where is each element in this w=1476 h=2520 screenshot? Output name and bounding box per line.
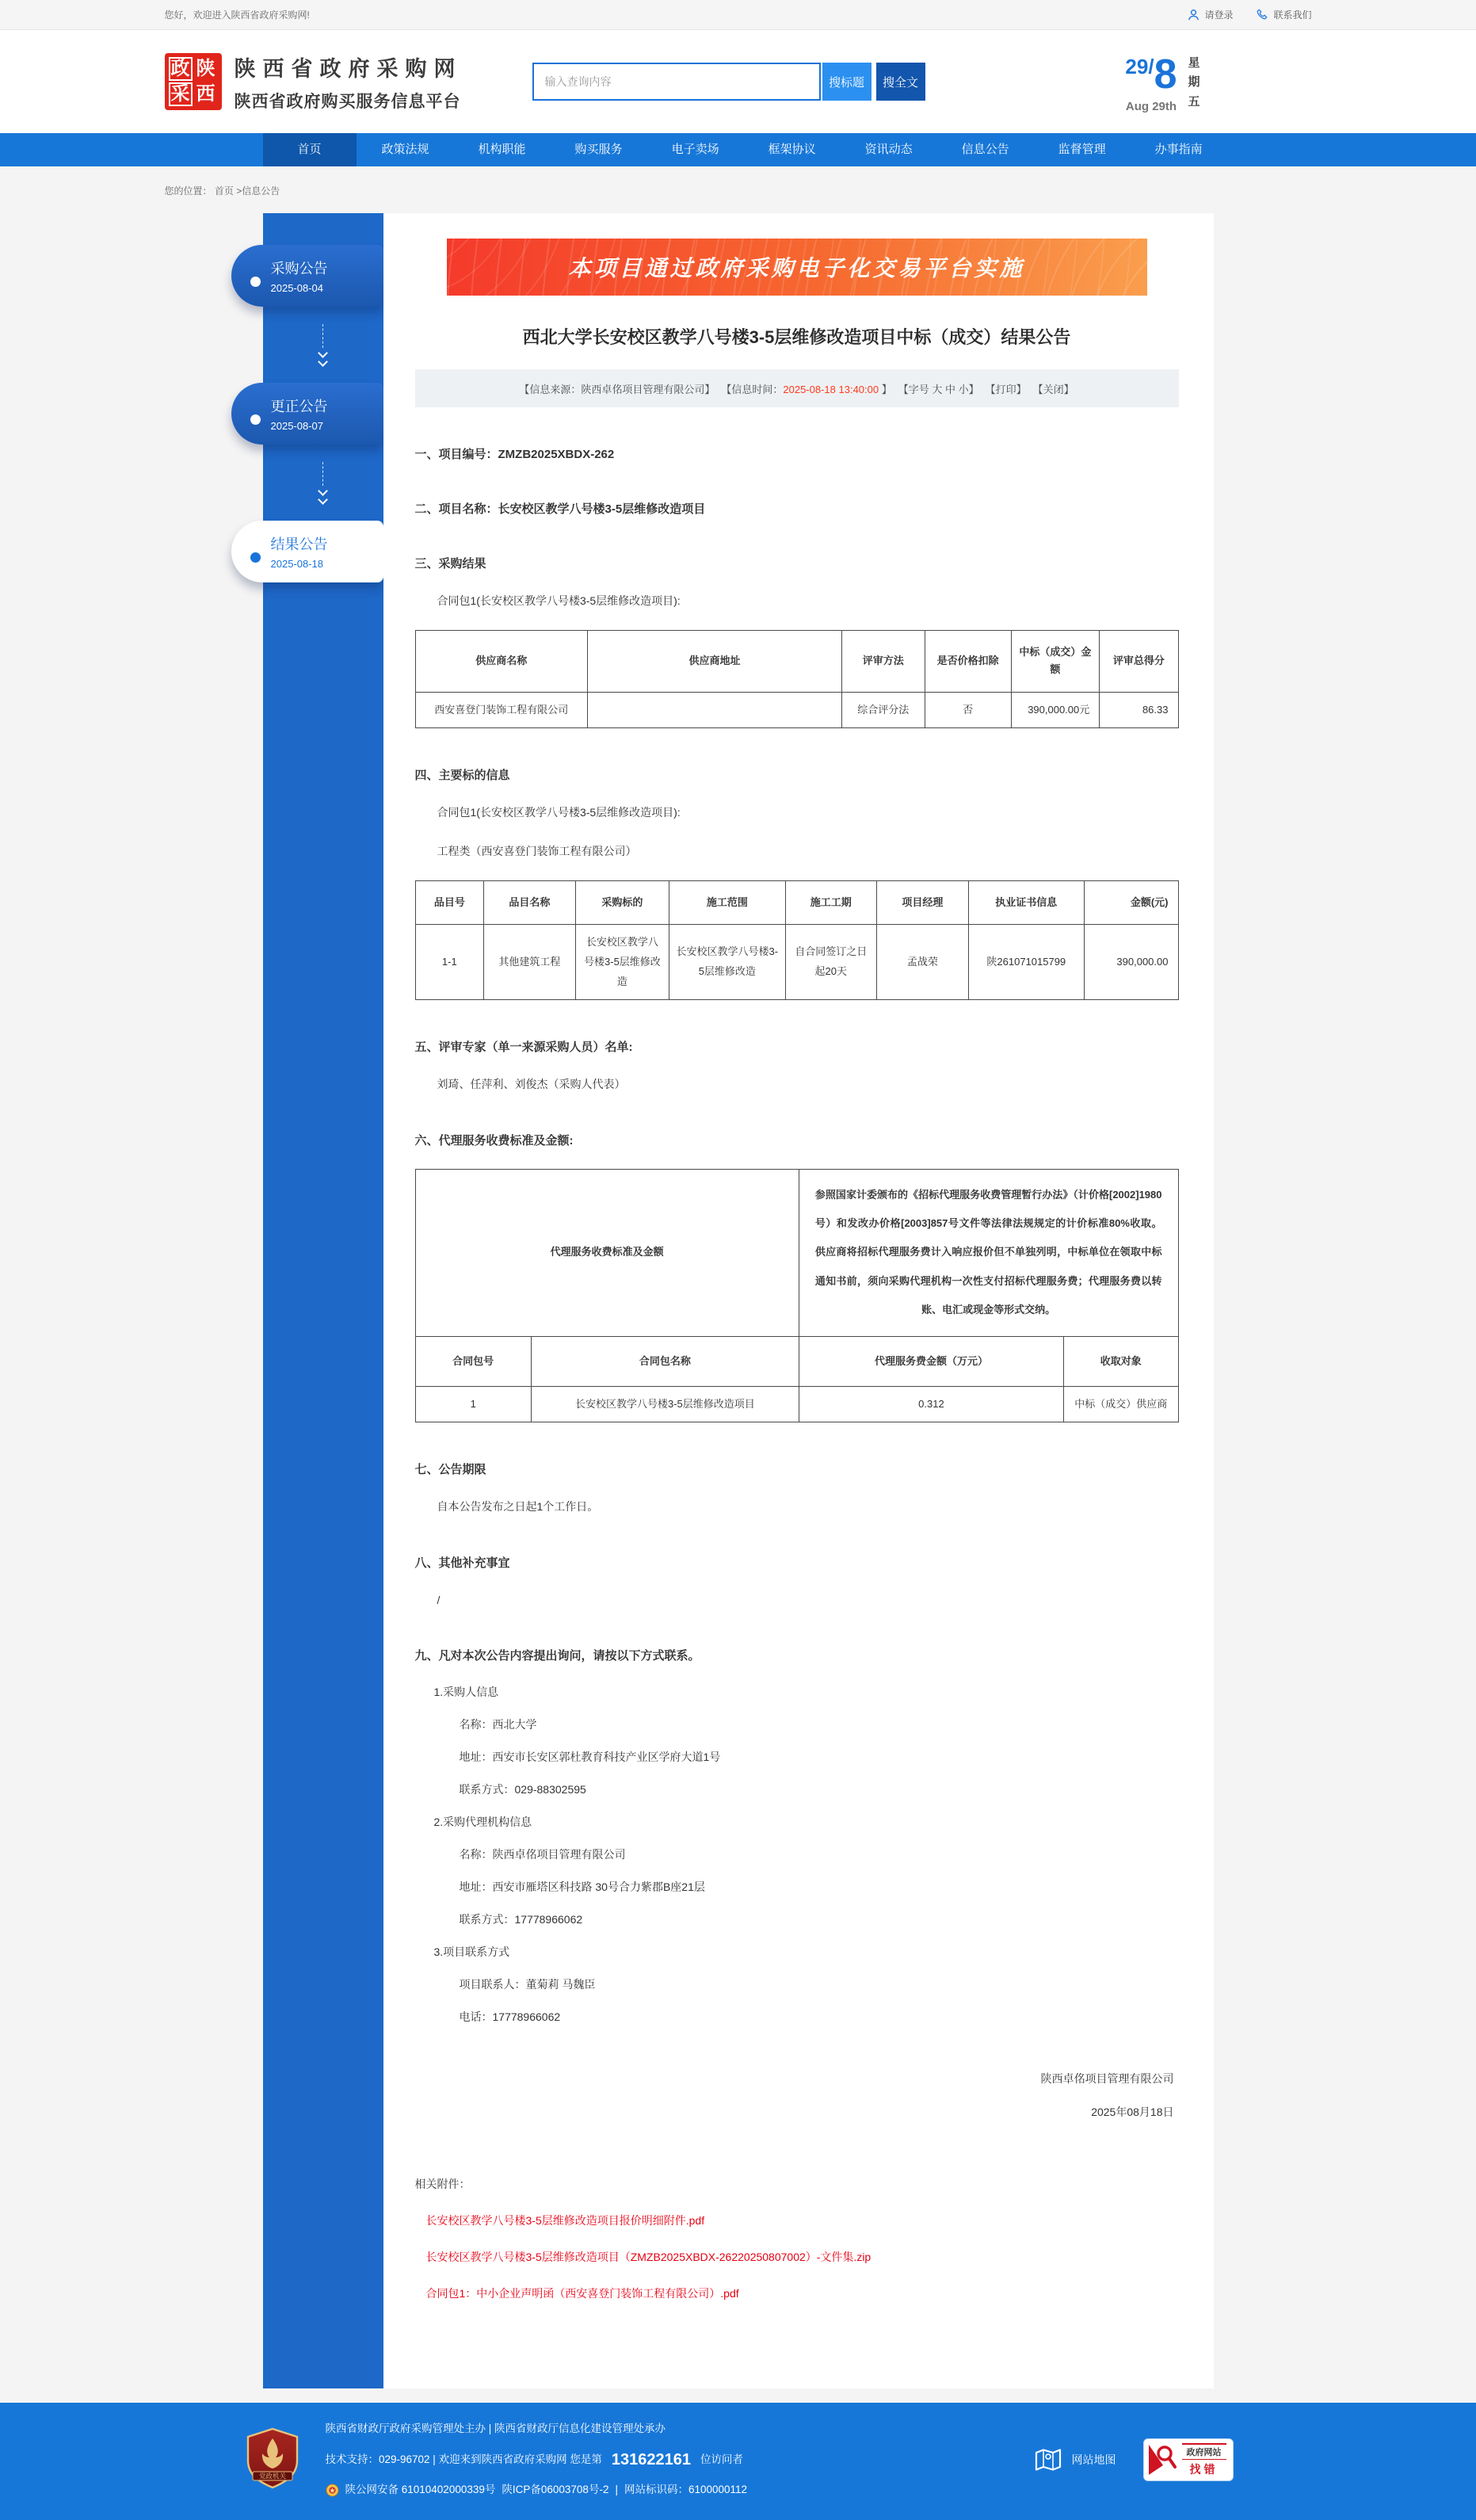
main-area (263, 213, 1214, 2388)
info-source: 【信息来源：陕西卓佲项目管理有限公司】 (519, 383, 715, 395)
col-item-name: 品目名称 (484, 881, 576, 925)
login-label: 请登录 (1204, 10, 1234, 21)
section-announcement-period (415, 1460, 1179, 1515)
sidebar-item-date: 2025-08-07 (270, 420, 323, 432)
nav-item-supervision[interactable]: 监督管理 (1058, 143, 1106, 156)
field-label: 一、项目编号： (414, 448, 498, 461)
sidebar-item-correction-announcement[interactable] (231, 383, 383, 445)
col-total-score: 评审总得分 (1100, 631, 1178, 692)
sidebar-item-title: 结果公告 (270, 536, 328, 552)
footer-beian-line (326, 2483, 748, 2498)
project-name-value: 长安校区教学八号楼3-5层维修改造项目 (498, 502, 706, 516)
contact-label: 联系我们 (1273, 10, 1312, 21)
package-line: 合同包1(长安校区教学八号楼3-5层维修改造项目): (437, 806, 681, 819)
sidebar-item-title: 更正公告 (270, 399, 328, 414)
col-construction-scope: 施工范围 (669, 881, 785, 925)
announcement-timeline-sidebar (263, 213, 383, 2388)
col-amount: 金额(元) (1084, 881, 1178, 925)
error-report-magnifier-icon (1147, 2443, 1177, 2476)
project-contact-phone: 电话：17778966062 (459, 2010, 561, 2024)
error-badge-title: 政府网站 (1182, 2443, 1226, 2460)
cell-supplier-address (588, 692, 842, 728)
search-title-button[interactable]: 搜标题 (822, 63, 871, 101)
contact-block (415, 1684, 1179, 2026)
col-construction-period: 施工工期 (785, 881, 877, 925)
fee-standard-label: 代理服务收费标准及金额 (415, 1169, 799, 1336)
agency-fee-table (415, 1169, 1179, 1423)
cell-item-name: 其他建筑工程 (484, 925, 576, 1000)
phone-icon (1257, 9, 1268, 21)
table-header-row (415, 631, 1178, 692)
dashed-line (322, 324, 323, 348)
attachment-link-quotation-pdf[interactable]: 长安校区教学八号楼3-5层维修改造项目报价明细附件.pdf (425, 2214, 705, 2228)
cell-fee-amount: 0.312 (799, 1386, 1063, 1422)
section-heading: 四、主要标的信息 (414, 769, 510, 783)
nav-item-e-market[interactable]: 电子卖场 (671, 143, 719, 156)
sidebar-item-title: 采购公告 (270, 261, 328, 277)
col-project-manager: 项目经理 (877, 881, 969, 925)
site-title: 陕西省政府采购网 (234, 56, 463, 81)
attachments-label: 相关附件： (414, 2178, 471, 2191)
sidebar-item-date: 2025-08-18 (270, 558, 323, 570)
sitemap-link[interactable] (1034, 2446, 1116, 2473)
search-fulltext-button[interactable]: 搜全文 (876, 63, 925, 101)
date-slash: / (1148, 54, 1154, 78)
police-registration-link[interactable]: 陕公网安备 61010402000339号 (345, 2484, 496, 2495)
article-title: 西北大学长安校区教学八号楼3-5层维修改造项目中标（成交）结果公告 (522, 327, 1071, 347)
police-badge-icon (326, 2484, 339, 2497)
cell-package-no: 1 (415, 1386, 531, 1422)
logo-char: 政 (169, 57, 193, 81)
timeline-arrow (263, 307, 383, 383)
cell-project-manager: 孟战荣 (877, 925, 969, 1000)
font-size-control[interactable]: 【字号 大 中 小】 (898, 383, 979, 395)
info-time (721, 381, 891, 396)
col-item-no: 品目号 (415, 881, 484, 925)
nav-item-policies[interactable]: 政策法规 (381, 143, 429, 156)
experts-list: 刘琦、任萍利、刘俊杰（采购人代表） (437, 1078, 626, 1091)
site-footer (0, 2403, 1476, 2520)
date-widget (1125, 51, 1202, 113)
cell-total-score: 86.33 (1100, 692, 1178, 728)
user-icon (1188, 9, 1199, 21)
subject-table (415, 880, 1179, 1000)
section-other-matters (415, 1554, 1179, 1609)
separator: | (615, 2484, 618, 2495)
agency-address: 地址：西安市雁塔区科技路 30号合力紫郡B座21层 (459, 1880, 705, 1894)
breadcrumb-bar (0, 166, 1476, 213)
agency-name: 名称：陕西卓佲项目管理有限公司 (459, 1848, 626, 1861)
visitor-count: 131622161 (611, 2451, 691, 2468)
print-button[interactable]: 【打印】 (985, 383, 1027, 395)
cell-construction-period: 自合同签订之日起20天 (785, 925, 877, 1000)
cell-procurement-target: 长安校区教学八号楼3-5层维修改造 (575, 925, 669, 1000)
project-contact-title: 3.项目联系方式 (433, 1945, 510, 1959)
attachment-link-fileset-zip[interactable]: 长安校区教学八号楼3-5层维修改造项目（ZMZB2025XBDX-26220250807002）-文件集.zip (425, 2251, 871, 2264)
logo-char: 西 (196, 83, 215, 105)
article-content (383, 213, 1214, 2388)
cell-license-info: 陕261071015799 (968, 925, 1084, 1000)
signature-date: 2025年08月18日 (1091, 2106, 1174, 2119)
section-heading: 三、采购结果 (414, 557, 486, 571)
table-row (415, 925, 1178, 1000)
agency-info-title: 2.采购代理机构信息 (433, 1816, 532, 1829)
nav-item-home[interactable]: 首页 (263, 133, 357, 166)
category-line: 工程类（西安喜登门装饰工程有限公司） (437, 844, 637, 857)
section-project-name (415, 500, 1179, 517)
article-meta-bar (415, 369, 1179, 407)
section-main-subject-info (415, 766, 1179, 1000)
info-time-label: 【信息时间： (721, 383, 784, 395)
site-identification-code: 网站标识码：6100000112 (624, 2484, 748, 2495)
top-utility-bar (0, 0, 1476, 30)
timeline-dot-icon (250, 277, 261, 287)
site-logo (165, 53, 222, 110)
chevron-down-icon (318, 357, 328, 367)
chevron-down-icon (318, 494, 328, 505)
main-nav (0, 133, 1476, 166)
footer-organizer-line: 陕西省财政厅政府采购管理处主办 | 陕西省财政厅信息化建设管理处承办 (325, 2423, 666, 2435)
col-license-info: 执业证书信息 (968, 881, 1084, 925)
project-contact-person: 项目联系人：董菊莉 马魏臣 (459, 1978, 596, 1991)
breadcrumb-prefix: 您的位置： (164, 185, 212, 197)
section-heading: 九、凡对本次公告内容提出询问，请按以下方式联系。 (414, 1649, 700, 1663)
nav-item-announcements[interactable]: 信息公告 (961, 143, 1009, 156)
period-text: 自本公告发布之日起1个工作日。 (437, 1500, 599, 1514)
breadcrumb-home-link[interactable]: 首页 (214, 185, 234, 197)
section-contact-info (415, 1647, 1179, 2026)
fee-standard-text: 参照国家计委颁布的《招标代理服务收费管理暂行办法》（计价格[2002]1980号）和发改办价格[2003]857号文件等法律法规规定的计价标准80%收取。 供应商将招标代理服务费计入响应报价但不单独列明，中标单位在领取中标通知书前，须向采购代理机构一次性支付招标代理服务费；代理服务费以转账、电汇或现金等形式交纳。 (799, 1169, 1178, 1336)
weekday-label: 星期五 (1188, 55, 1200, 109)
section-procurement-result (415, 555, 1179, 728)
col-package-name: 合同包名称 (531, 1336, 799, 1386)
cell-amount: 390,000.00 (1084, 925, 1178, 1000)
nav-item-guide[interactable]: 办事指南 (1154, 143, 1203, 156)
cell-package-name: 长安校区教学八号楼3-5层维修改造项目 (531, 1386, 799, 1422)
result-table (415, 630, 1179, 728)
nav-item-framework[interactable]: 框架协议 (768, 143, 816, 156)
sidebar-item-purchase-announcement[interactable] (231, 245, 383, 307)
map-icon (1034, 2446, 1062, 2473)
date-month: 8 (1154, 51, 1177, 97)
error-badge-action: 找错 (1189, 2462, 1219, 2476)
col-supplier-address: 供应商地址 (588, 631, 842, 692)
nav-item-purchase-service[interactable]: 购买服务 (574, 143, 623, 156)
col-procurement-target: 采购标的 (575, 881, 669, 925)
section-project-number (415, 445, 1179, 462)
project-number-value: ZMZB2025XBDX-262 (498, 448, 615, 461)
purchaser-phone: 联系方式：029-88302595 (459, 1783, 586, 1796)
contact-us-link[interactable] (1257, 8, 1311, 21)
sidebar-item-result-announcement[interactable] (231, 521, 383, 582)
timeline-dot-icon (250, 414, 261, 425)
table-row (415, 1386, 1178, 1422)
table-row (415, 1169, 1178, 1336)
attachment-link-sme-declaration-pdf[interactable]: 合同包1：中小企业声明函（西安喜登门装饰工程有限公司）.pdf (425, 2287, 739, 2300)
section-review-experts (415, 1038, 1179, 1093)
search-bar (532, 63, 925, 101)
sitemap-label: 网站地图 (1071, 2453, 1116, 2466)
col-fee-amount: 代理服务费金额（万元） (799, 1336, 1063, 1386)
purchaser-name: 名称：西北大学 (459, 1718, 537, 1732)
col-fee-payer: 收取对象 (1064, 1336, 1178, 1386)
date-english: Aug 29th (1125, 99, 1177, 113)
site-header (0, 30, 1476, 133)
field-label: 二、项目名称： (414, 502, 498, 516)
col-award-amount: 中标（成交）金额 (1011, 631, 1100, 692)
section-heading: 六、代理服务收费标准及金额: (414, 1133, 574, 1147)
visitor-line-post: 位访问者 (700, 2453, 743, 2465)
cell-price-deduction: 否 (925, 692, 1011, 728)
cell-item-no: 1-1 (415, 925, 484, 1000)
nav-item-news[interactable]: 资讯动态 (864, 143, 913, 156)
section-heading: 五、评审专家（单一来源采购人员）名单: (414, 1040, 633, 1055)
cell-review-method: 综合评分法 (841, 692, 925, 728)
dashed-line (322, 462, 323, 486)
nav-item-functions[interactable]: 机构职能 (478, 143, 526, 156)
package-line: 合同包1(长安校区教学八号楼3-5层维修改造项目): (437, 594, 681, 607)
signature-block (415, 2062, 1179, 2129)
welcome-text: 您好，欢迎进入陕西省政府采购网! (164, 10, 310, 21)
col-package-no: 合同包号 (415, 1336, 531, 1386)
logo-char: 陕 (196, 58, 215, 79)
footer-visitor-line (326, 2449, 748, 2471)
cell-fee-payer: 中标（成交）供应商 (1064, 1386, 1178, 1422)
col-review-method: 评审方法 (841, 631, 925, 692)
platform-banner: 本项目通过政府采购电子化交易平台实施 (447, 239, 1147, 296)
icp-registration-link[interactable]: 陕ICP备06003708号-2 (502, 2484, 609, 2495)
login-link[interactable] (1188, 8, 1233, 21)
logo-char: 采 (169, 82, 193, 106)
table-header-row (415, 881, 1178, 925)
table-header-row (415, 1336, 1178, 1386)
site-subtitle: 陕西省政府购买服务信息平台 (234, 92, 461, 111)
purchaser-address: 地址：西安市长安区郭杜教育科技产业区学府大道1号 (459, 1751, 721, 1764)
col-supplier-name: 供应商名称 (415, 631, 588, 692)
cell-award-amount: 390,000.00元 (1011, 692, 1100, 728)
attachments-section (415, 2176, 1179, 2301)
other-matters-text: / (437, 1593, 441, 1606)
agency-phone: 联系方式：17778966062 (459, 1913, 583, 1926)
section-heading: 八、其他补充事宜 (414, 1556, 510, 1570)
date-day: 29 (1125, 54, 1149, 78)
info-time-value: 2025-08-18 13:40:00 (783, 383, 879, 395)
breadcrumb-current-link[interactable]: 信息公告 (242, 185, 280, 197)
signature-org: 陕西卓佲项目管理有限公司 (1040, 2072, 1174, 2086)
sidebar-item-date: 2025-08-04 (270, 282, 323, 294)
info-time-close: 】 (881, 383, 892, 395)
section-heading: 七、公告期限 (414, 1463, 486, 1477)
gov-site-error-report-badge[interactable] (1143, 2438, 1234, 2481)
emblem-ribbon-text: 党政机关 (258, 2472, 286, 2480)
timeline-arrow (263, 445, 383, 521)
table-row (415, 692, 1178, 728)
section-agency-fee (415, 1132, 1179, 1423)
cell-supplier-name: 西安喜登门装饰工程有限公司 (415, 692, 588, 728)
search-input[interactable] (532, 63, 821, 101)
timeline-dot-icon (250, 552, 261, 563)
breadcrumb (165, 184, 1312, 197)
col-price-deduction: 是否价格扣除 (925, 631, 1011, 692)
purchaser-info-title: 1.采购人信息 (433, 1686, 499, 1699)
government-emblem (243, 2427, 302, 2493)
visitor-line-pre: 技术支持：029-96702 | 欢迎来到陕西省政府采购网 您是第 (325, 2453, 602, 2465)
breadcrumb-separator: > (236, 185, 242, 197)
close-button[interactable]: 【关闭】 (1032, 383, 1074, 395)
cell-construction-scope: 长安校区教学八号楼3-5层维修改造 (669, 925, 785, 1000)
